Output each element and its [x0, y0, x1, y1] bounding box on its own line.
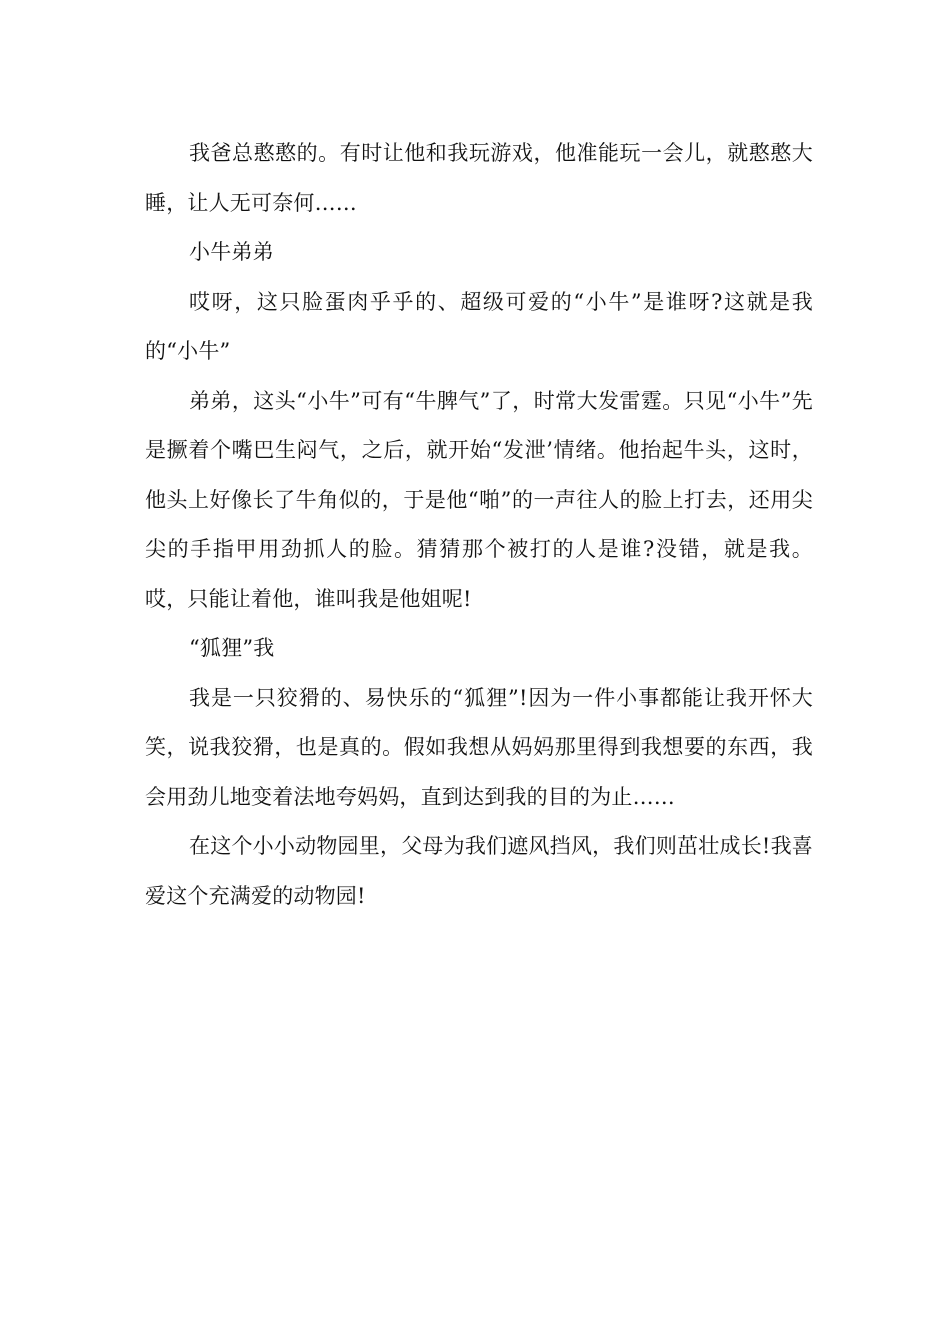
paragraph-dad: 我爸总憨憨的。有时让他和我玩游戏，他准能玩一会儿，就憨憨大睡，让人无可奈何…… [145, 141, 813, 215]
paragraph-fox: 我是一只狡猾的、易快乐的“狐狸”!因为一件小事都能让我开怀大笑，说我狡猾，也是真的。假如我想从妈妈那里得到我想要的东西，我会用劲儿地变着法地夸妈妈，直到达到我的目的为止…… [145, 685, 813, 809]
paragraph-calf-temper: 弟弟，这头“小牛”可有“牛脾气”了，时常大发雷霆。只见“小牛”先是撅着个嘴巴生闷气，之后，就开始“发泄’情绪。他抬起牛头，这时，他头上好像长了牛角似的，于是他“啪”的一声往人的脸上打去，还用尖尖的手指甲用劲抓人的脸。猜猜那个被打的人是谁?没错，就是我。哎，只能让着他，谁叫我是他姐呢! [145, 388, 813, 611]
document-body [145, 129, 813, 921]
paragraph-calf-intro: 哎呀，这只脸蛋肉乎乎的、超级可爱的“小牛”是谁呀?这就是我的“小牛” [145, 289, 813, 363]
heading-little-calf-brother: 小牛弟弟 [189, 240, 274, 264]
paragraph-conclusion: 在这个小小动物园里，父母为我们遮风挡风，我们则茁壮成长!我喜爱这个充满爱的动物园! [145, 834, 813, 908]
heading-fox-me: “狐狸”我 [189, 636, 275, 660]
